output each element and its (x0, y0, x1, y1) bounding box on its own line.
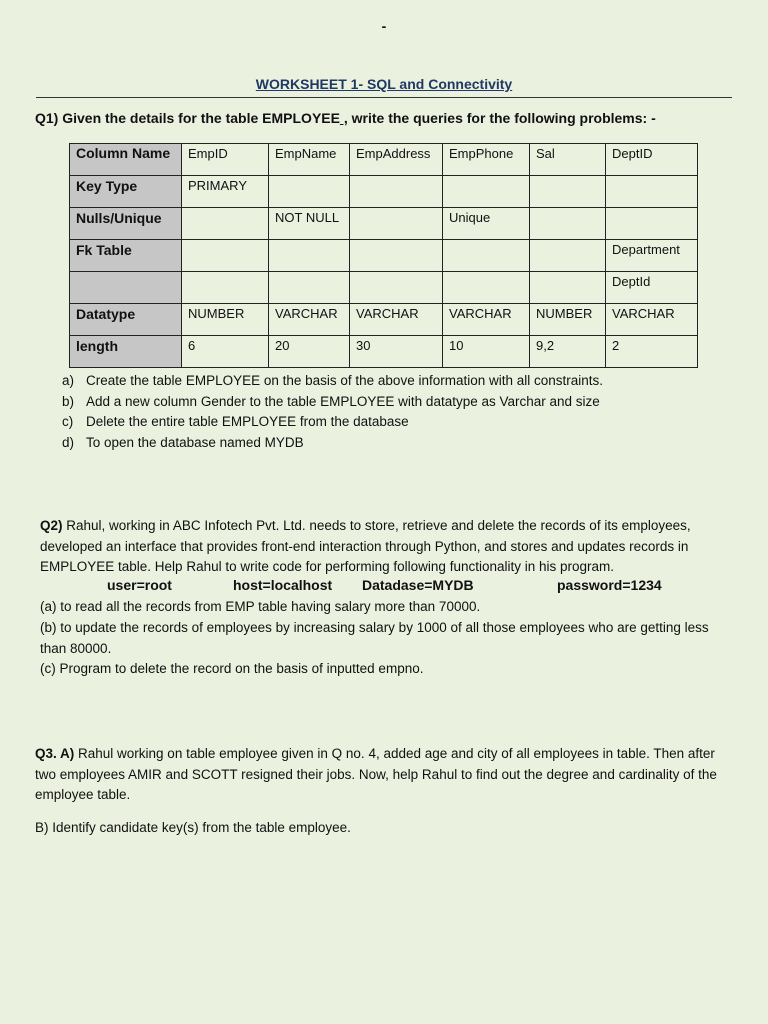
table-cell (350, 208, 443, 240)
table-cell (350, 176, 443, 208)
table-cell: EmpID (182, 144, 269, 176)
cred-password: password=1234 (557, 577, 662, 593)
table-cell: 2 (606, 336, 698, 368)
table-cell (182, 272, 269, 304)
table-cell: Department (606, 240, 698, 272)
list-item (62, 435, 603, 456)
q3-label: Q3. A) (35, 746, 75, 761)
table-cell: EmpAddress (350, 144, 443, 176)
table-cell: EmpName (269, 144, 350, 176)
table-cell: NUMBER (530, 304, 606, 336)
row-header: Column Name (70, 144, 182, 176)
table-cell: VARCHAR (350, 304, 443, 336)
table-cell (530, 208, 606, 240)
table-cell (182, 240, 269, 272)
table-cell (269, 176, 350, 208)
table-row (70, 272, 698, 304)
table-cell (269, 240, 350, 272)
table-cell (182, 208, 269, 240)
table-cell: 6 (182, 336, 269, 368)
table-row (70, 144, 698, 176)
q1-heading (35, 110, 656, 126)
q2-intro (40, 516, 738, 578)
row-header: Fk Table (70, 240, 182, 272)
q2-part-c: (c) Program to delete the record on the basis of inputted empno. (40, 661, 424, 676)
worksheet-title: WORKSHEET 1- SQL and Connectivity (255, 76, 513, 92)
row-header (70, 272, 182, 304)
list-item-label: b) (62, 393, 75, 409)
list-item-text: Create the table EMPLOYEE on the basis of the above information with all constraints. (86, 373, 604, 388)
q2-part-a: (a) to read all the records from EMP table having salary more than 70000. (40, 599, 481, 614)
table-cell: Sal (530, 144, 606, 176)
table-cell: VARCHAR (269, 304, 350, 336)
table-cell (350, 240, 443, 272)
table-cell: EmpPhone (443, 144, 530, 176)
list-item (62, 373, 603, 394)
cred-user: user=root (107, 577, 172, 593)
table-cell (443, 272, 530, 304)
table-cell (606, 208, 698, 240)
table-cell: Unique (443, 208, 530, 240)
table-cell: VARCHAR (443, 304, 530, 336)
q3-part-b: B) Identify candidate key(s) from the table employee. (35, 820, 351, 835)
table-cell: 20 (269, 336, 350, 368)
cred-host: host=localhost (233, 577, 333, 593)
row-header: Key Type (70, 176, 182, 208)
row-header: length (70, 336, 182, 368)
q1-rest: write the queries for the following problems: - (351, 110, 656, 126)
table-cell: DeptId (606, 272, 698, 304)
title-rule (36, 76, 732, 98)
table-row (70, 240, 698, 272)
table-cell: NUMBER (182, 304, 269, 336)
table-cell: VARCHAR (606, 304, 698, 336)
table-cell (530, 272, 606, 304)
table-cell: 9,2 (530, 336, 606, 368)
q1-lead: Q1) Given the details for the table EMPLOYEE (35, 110, 340, 126)
list-item (62, 394, 603, 415)
table-cell (530, 176, 606, 208)
table-cell: PRIMARY (182, 176, 269, 208)
table-cell (443, 240, 530, 272)
q1-comma: , (339, 110, 348, 126)
row-header: Nulls/Unique (70, 208, 182, 240)
list-item-label: d) (62, 434, 75, 450)
list-item-text: Delete the entire table EMPLOYEE from the database (86, 414, 409, 429)
list-item-label: c) (62, 414, 74, 429)
table-cell: 10 (443, 336, 530, 368)
list-item-text: Add a new column Gender to the table EMPLOYEE with datatype as Varchar and size (86, 393, 600, 409)
q2-text: Rahul, working in ABC Infotech Pvt. Ltd. needs to store, retrieve and delete the records of its employees, developed an interface that provides front-end interaction through Python, and stores and updates records in EMPLOYEE table. Help Rahul to write code for performing following functionality in his program. (40, 518, 691, 574)
table-row (70, 336, 698, 368)
table-cell (443, 176, 530, 208)
table-cell (606, 176, 698, 208)
table-cell: 30 (350, 336, 443, 368)
table-cell: DeptID (606, 144, 698, 176)
q2-part-b: (b) to update the records of employees by increasing salary by 1000 of all those employees who are getting less than 80000. (40, 620, 709, 656)
table-row (70, 208, 698, 240)
employee-table (69, 143, 698, 368)
table-cell (350, 272, 443, 304)
row-header: Datatype (70, 304, 182, 336)
table-cell (269, 272, 350, 304)
q3-intro (35, 744, 725, 806)
q3-text: Rahul working on table employee given in Q no. 4, added age and city of all employees in table. Then after two employees AMIR and SCOTT resigned their jobs. Now, help Rahul to find out the degree and cardinality of the employee table. (35, 746, 717, 802)
table-cell: NOT NULL (269, 208, 350, 240)
q1-task-list (62, 373, 603, 455)
table-cell (530, 240, 606, 272)
list-item-label: a) (62, 373, 75, 388)
header-dash: - (381, 18, 387, 34)
list-item-text: To open the database named MYDB (86, 434, 304, 450)
table-row (70, 176, 698, 208)
list-item (62, 414, 603, 435)
cred-database: Datadase=MYDB (362, 577, 474, 593)
table-row (70, 304, 698, 336)
q2-label: Q2) (40, 518, 63, 533)
